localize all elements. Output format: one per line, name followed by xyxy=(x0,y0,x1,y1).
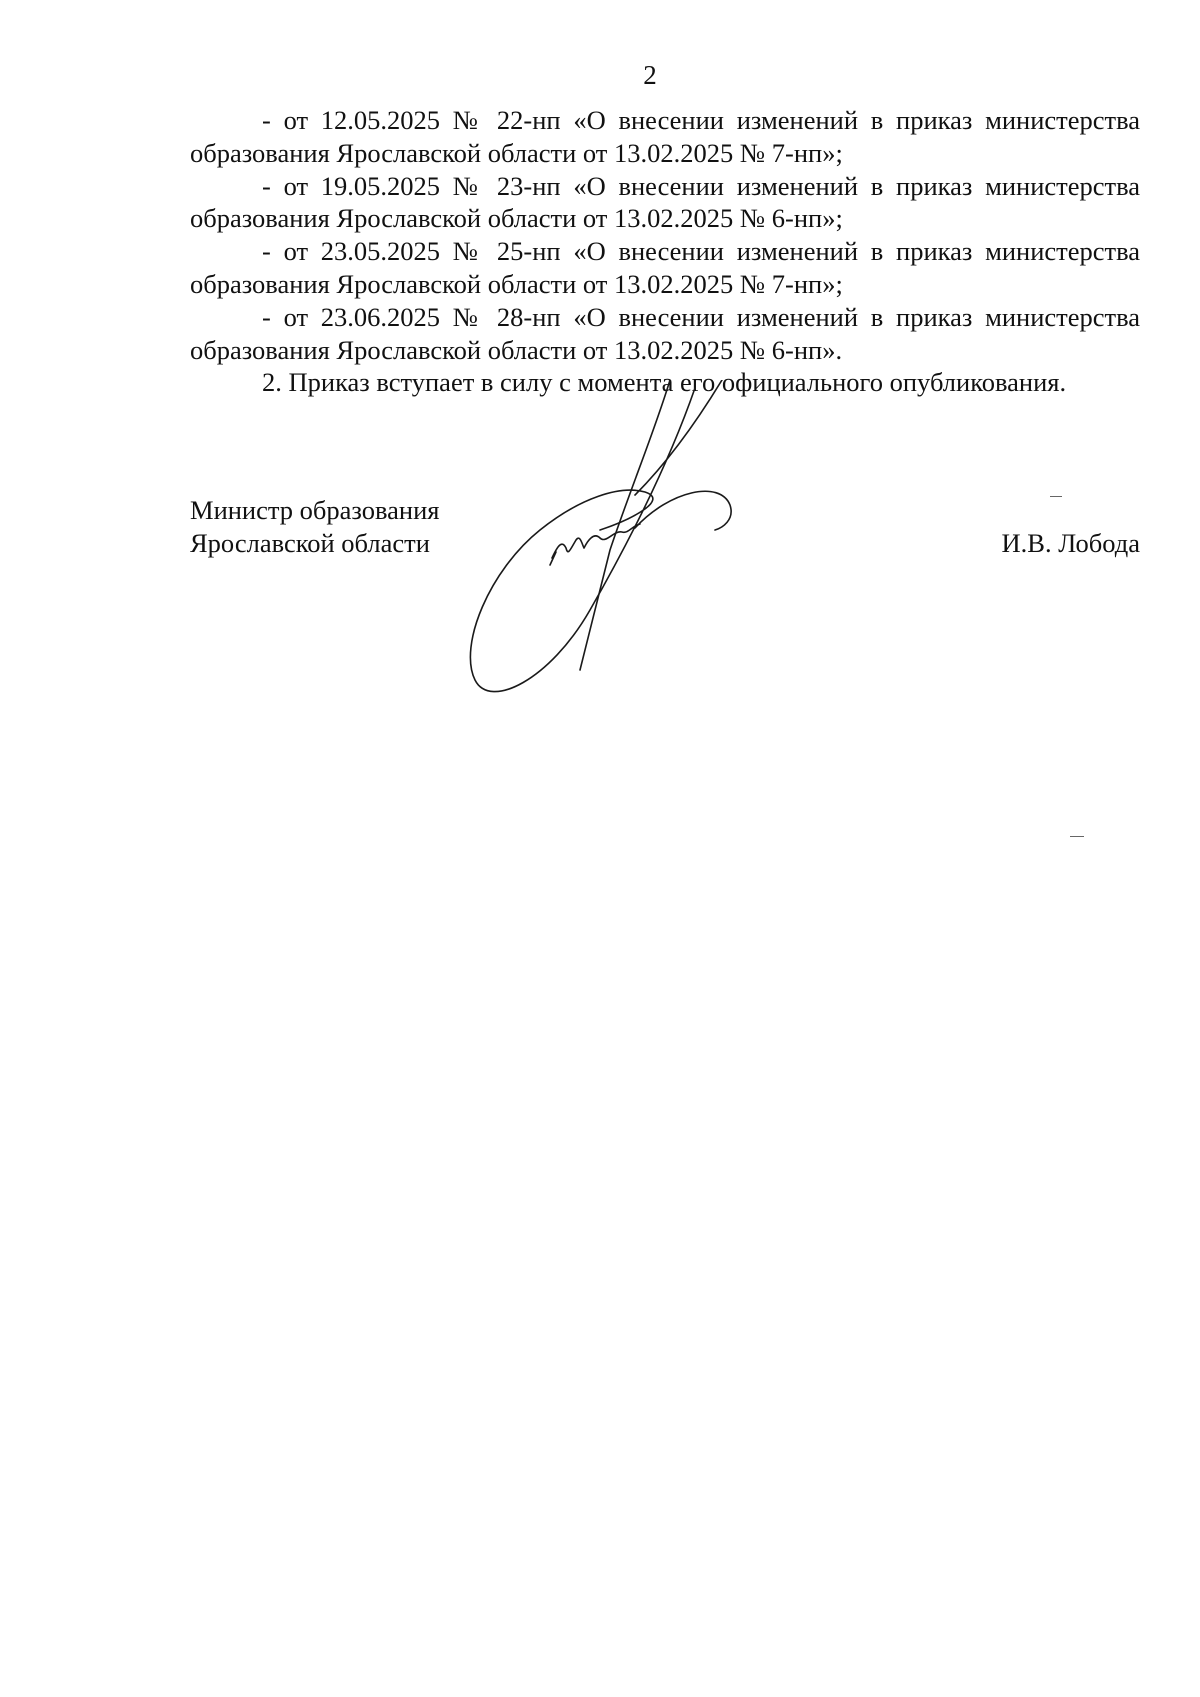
list-item-line1: - от 23.05.2025 № 25-нп «О внесении изменений в приказ министерства xyxy=(262,236,1140,267)
signer-title-line1: Министр образования xyxy=(190,495,440,525)
document-body xyxy=(190,104,1140,399)
list-item-line2: образования Ярославской области от 13.02.2025 № 7-нп»; xyxy=(190,268,843,299)
signature-stroke-a xyxy=(580,380,670,670)
list-item-line2: образования Ярославской области от 13.02.2025 № 6-нп». xyxy=(190,334,843,365)
list-item xyxy=(190,104,1140,170)
list-item-line2: образования Ярославской области от 13.02.2025 № 6-нп»; xyxy=(190,203,843,234)
list-item xyxy=(190,235,1140,301)
list-item-line1: - от 23.06.2025 № 28-нп «О внесении изменений в приказ министерства xyxy=(262,301,1140,332)
list-item xyxy=(190,301,1140,367)
list-item-line1: - от 19.05.2025 № 23-нп «О внесении изменений в приказ министерства xyxy=(262,170,1140,201)
signer-title-line2: Ярославской области xyxy=(190,528,430,558)
list-item-line1: - от 12.05.2025 № 22-нп «О внесении изменений в приказ министерства xyxy=(262,105,1140,135)
signature-hook xyxy=(550,552,556,565)
list-item xyxy=(190,170,1140,236)
signer-name: И.В. Лобода xyxy=(1001,528,1140,558)
scan-speck xyxy=(1050,496,1062,497)
handwritten-signature-icon xyxy=(430,380,790,760)
clause-2: 2. Приказ вступает в силу с момента его официального опубликования. xyxy=(262,367,1067,398)
signature-loop xyxy=(470,388,695,692)
signature-stroke-b xyxy=(635,380,725,495)
list-item-line2: образования Ярославской области от 13.02.2025 № 7-нп»; xyxy=(190,137,843,168)
scan-speck xyxy=(1070,836,1084,837)
page-number: 2 xyxy=(643,60,657,90)
